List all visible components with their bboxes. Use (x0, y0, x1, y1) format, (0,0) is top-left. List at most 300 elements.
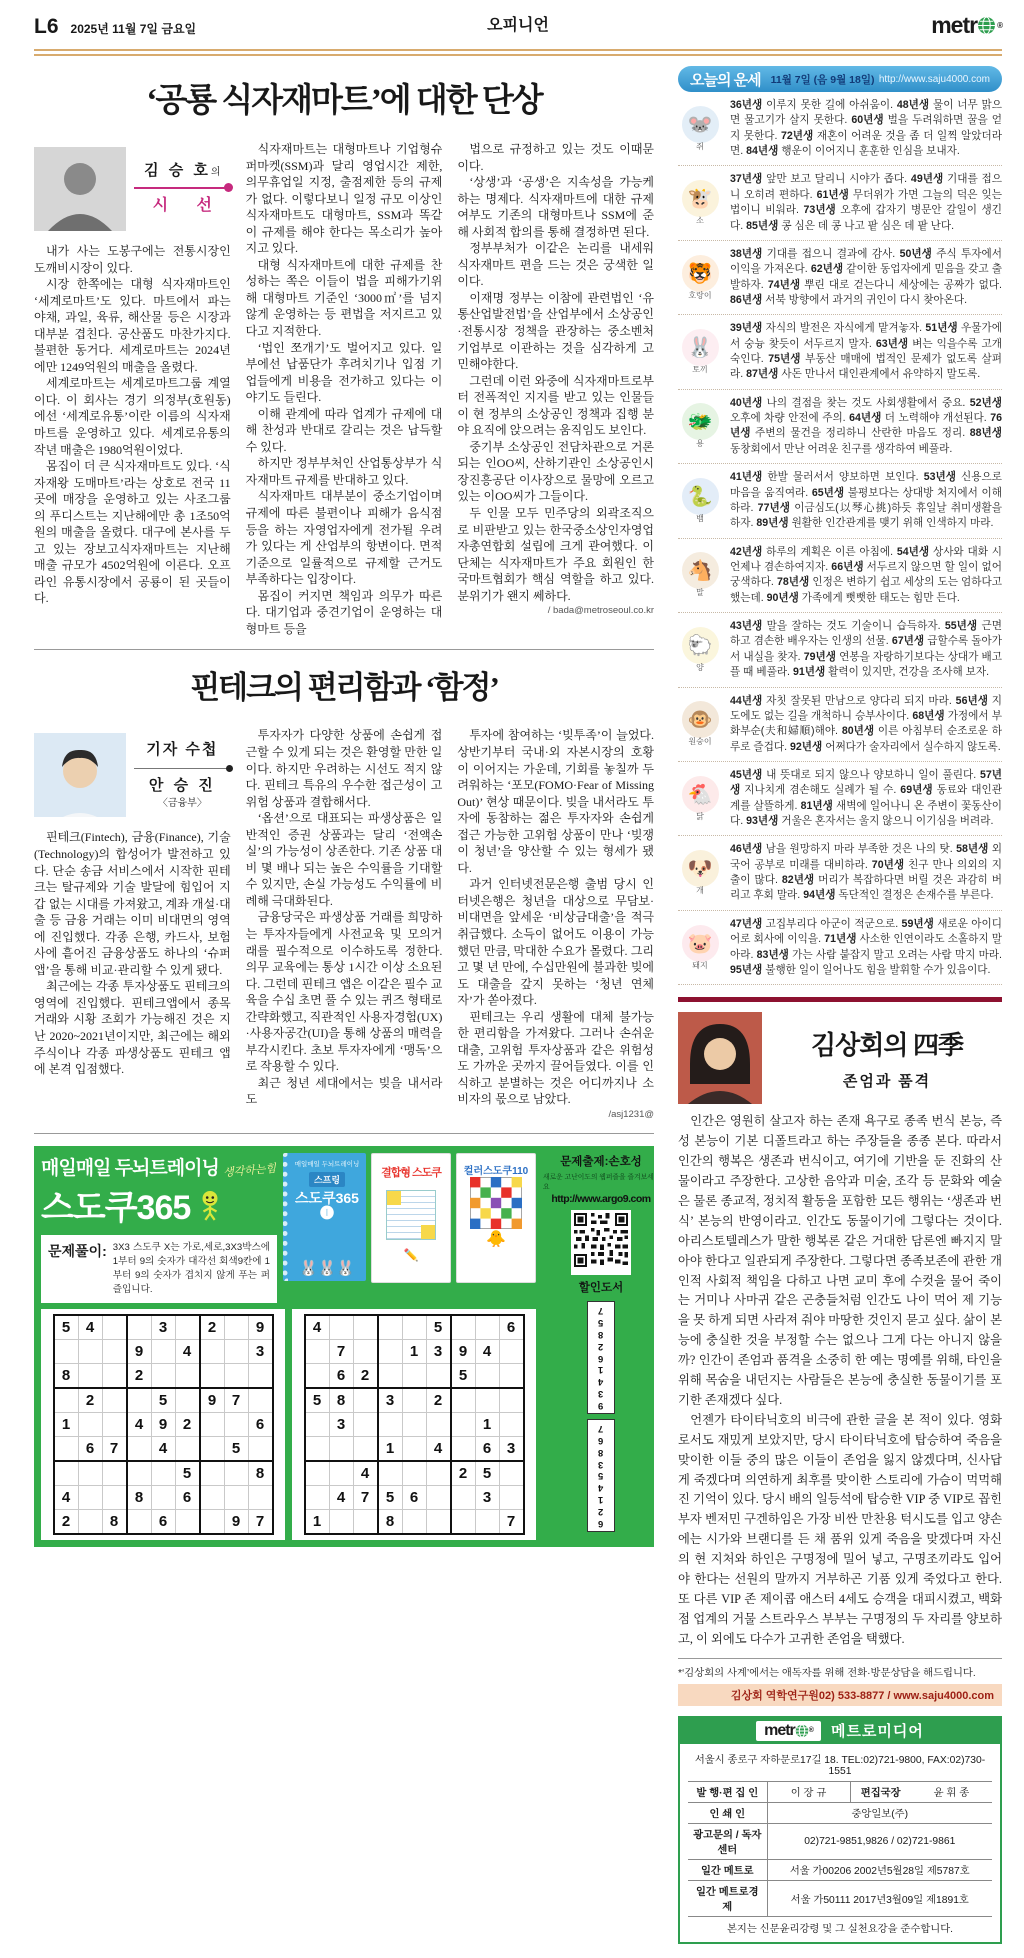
sudoku-cell[interactable] (305, 1363, 330, 1388)
series-divider (134, 187, 231, 189)
sudoku-cell[interactable] (248, 1363, 273, 1388)
sudoku-cell[interactable] (451, 1509, 476, 1534)
sudoku-cell[interactable]: 9 (151, 1412, 175, 1436)
sudoku-cell[interactable]: 2 (353, 1363, 378, 1388)
sudoku-cell[interactable] (329, 1315, 353, 1340)
sudoku-cell[interactable] (353, 1315, 378, 1340)
sudoku-cell[interactable]: 6 (78, 1436, 102, 1461)
sudoku-grid-1[interactable] (41, 1309, 285, 1540)
sudoku-cell[interactable] (127, 1388, 152, 1413)
sudoku-cell[interactable]: 2 (200, 1315, 225, 1340)
sudoku-cell[interactable]: 8 (102, 1509, 127, 1534)
paragraph: 그런데 이런 와중에 식자재마트로부터 전폭적인 지지를 받고 있는 인물들이 현 정부의 소상공인 정책과 집행 분야 요직에 앉으려는 움직임도 보인다. (457, 373, 655, 438)
sudoku-cell[interactable] (248, 1388, 273, 1413)
sudoku-cell[interactable]: 7 (329, 1339, 353, 1363)
sudoku-cell[interactable] (475, 1315, 499, 1340)
saju-section (678, 1012, 1002, 1705)
ad-headline: 매일매일 두뇌트레이닝 (41, 1158, 219, 1180)
publisher-name: 메트로미디어 (830, 1723, 924, 1741)
sudoku-cell[interactable]: 5 (305, 1388, 330, 1413)
qr-label: 할인도서 (578, 1282, 624, 1295)
paragraph: 몸집이 더 큰 식자재마트도 있다. ‘식자재왕 도매마트’라는 상호로 전국 11곳에 매장을 운영하고 있는 사조그룹의 푸디스트는 지난해에만 총 1조50억원의 매출을 올렸다. 대구에 본사를 두고 있는 장보고식자재마트는 지난해 매출 규모가 4502억원에 이른다. 오프라인 유통시장에서 공룡이 된 곳들이다. (34, 459, 231, 606)
sudoku-cell[interactable]: 5 (224, 1436, 248, 1461)
sudoku-cell[interactable] (499, 1363, 524, 1388)
publisher-row: 일간 메트로 서울 가00206 2002년5월28일 제5787호 (688, 1859, 992, 1880)
saju-body (678, 1112, 1002, 1649)
sudoku-cell[interactable]: 5 (54, 1315, 79, 1340)
paragraph: 정부부처가 이같은 논리를 내세워 식자재마트 편을 드는 것은 궁색한 일이다. (457, 241, 655, 289)
sudoku-cell[interactable] (200, 1509, 225, 1534)
fortune-text: 42년생 하루의 계획은 이른 아침에. 54년생 상사와 대화 시 언제나 겸손하여지자. 66년생 서두르지 않으면 할 일이 없어 궁색하다. 78년생 인정은 변하기 쉽고 세상의 도는 엄하다고 했는데. 90년생 가족에게 뻣뻣한 태도는 힘만 든다. (730, 545, 1002, 604)
sudoku-cell[interactable]: 6 (329, 1363, 353, 1388)
sudoku-cell[interactable]: 1 (378, 1436, 403, 1461)
cover-title: 컬러스도쿠110 (463, 1166, 529, 1178)
sudoku-ad (34, 1146, 654, 1547)
paragraph: ‘법인 쪼개기’도 벌어지고 있다. 일부에선 납품단가 후려치기나 입점 기업들에게 비용을 전가하고 있다는 이야기도 들린다. (245, 340, 443, 405)
ad-side-panel (543, 1153, 659, 1540)
sudoku-cell[interactable] (426, 1461, 451, 1486)
answer-strips (587, 1301, 614, 1532)
sudoku-cell[interactable]: 7 (499, 1509, 524, 1534)
sudoku-cell[interactable] (200, 1436, 225, 1461)
publisher-row: 발 행·편 집 인 이 장 규 편집국장 윤 휘 종 (688, 1781, 992, 1802)
paragraph: 몸집이 커지면 책임과 의무가 따른다. 대기업과 중견기업이 운영하는 대형마트 등을 (245, 588, 443, 636)
sudoku-cell[interactable] (200, 1412, 225, 1436)
sudoku-cell[interactable]: 5 (151, 1388, 175, 1413)
sudoku-cell[interactable] (102, 1485, 127, 1509)
pencil-icon: ✏️ (403, 1248, 419, 1263)
sudoku-cell[interactable] (402, 1509, 426, 1534)
sudoku-cell[interactable]: 2 (54, 1509, 79, 1534)
cover-tagline: 매일매일 두뇌트레이닝 (294, 1161, 360, 1169)
sudoku-cell[interactable] (200, 1339, 225, 1363)
sudoku-cell[interactable]: 3 (329, 1412, 353, 1436)
sudoku-grid-2[interactable] (292, 1309, 536, 1540)
sudoku-cell[interactable]: 4 (353, 1461, 378, 1486)
fortune-text: 38년생 기대를 접으니 결과에 감사. 50년생 주식 투자에서 이익을 가져온다. 62년생 같이한 동업자에게 믿음을 갖고 출발하자. 74년생 뿌린 대로 걷는다니 세상에는 공짜가 없다. 86년생 서북 방향에서 과거의 귀인이 다시 찾아온다. (730, 247, 1002, 306)
zodiac-말-icon: 🐴 말 (678, 552, 722, 598)
sudoku-cell[interactable]: 8 (54, 1363, 79, 1388)
sudoku-cell[interactable] (102, 1363, 127, 1388)
left-column (34, 66, 654, 1944)
paragraph: 두 인물 모두 민주당의 외곽조직으로 비판받고 있는 한국중소상인자영업자총연합회 설립에 크게 관여했다. 이 단체는 식자재마트가 주요 회원인 한국마트협회가 핵심 역할을 하고 있다. 분위기가 왠지 쎄하다. (457, 506, 655, 603)
sudoku-cell[interactable]: 9 (224, 1509, 248, 1534)
sudoku-cell[interactable] (175, 1315, 200, 1340)
sudoku-cell[interactable] (102, 1339, 127, 1363)
sudoku-cell[interactable] (127, 1315, 152, 1340)
saju-note: *‘김상회의 사계’에서는 애독자를 위해 전화·방문상담을 해드립니다. (678, 1658, 1002, 1679)
article-2-credit: /asj1231@ (608, 1108, 655, 1120)
sudoku-cell[interactable] (54, 1436, 79, 1461)
fortune-row (678, 688, 1002, 762)
article-1-col-1 (34, 141, 231, 637)
paragraph: 인간은 영원히 살고자 하는 존재 욕구로 종족 번식 본능, 즉 성 본능이 기본 디폴트라고 하는 주장들을 종종 본다. 따라서 인간의 행복은 생존과 번식이고, 여기에 기반을 둔 진화의 산물이라고 주장한다. 고상한 음악과 미술, 조각 등 문화와 예술은 물론 종교적, 정치적 활동을 포함한 모든 행위는 ‘생존과 번식’ 본능의 반영이라고. 인간도 동물이기에 그렇다는 것이다. 아리스토텔레스가 말한 행복론 같은 거대한 담론엔 빠지지 말아야 한다고 일관되게 주장한다. 그렇다면 종족보존에 관한 개인적 사회적 책임을 다하고 나면 교미 후에 수컷을 물어 죽이는 거미나 사마귀 같은 곤충들처럼 인간도 나이 먹어 제 기능을 못 하게 되면 사라져 줘야 마땅한 것인지 묻고 싶다. 삶이 본능에 충실한 것을 부정할 수는 없으나 그게 다는 아니지 않을까? 인간이 존엄과 품격을 소중히 한 예는 명예를 위해, 타인을 위해 목숨을 내던지는 사람들은 본능에 충실한 동물이기를 포기한 존재겠다 싶다. (678, 1114, 1002, 1407)
sudoku-cell[interactable] (175, 1509, 200, 1534)
sudoku-cell[interactable] (305, 1461, 330, 1486)
paragraph: 세계로마트는 세계로마트그룹 계열이다. 이 회사는 경기 의정부(호원동)에선 ‘세계로유통’이란 이름의 식자재마트를 운영하고 있다. 세계로유통의 작년 매출은 1980억원이었다. (34, 376, 231, 457)
sudoku-cell[interactable] (151, 1339, 175, 1363)
sudoku-cell[interactable] (499, 1461, 524, 1486)
fortune-header-bar (678, 66, 1002, 92)
sudoku-cell[interactable] (402, 1461, 426, 1486)
sudoku-cell[interactable] (151, 1461, 175, 1486)
saju-subtitle: 존엄과 품격 (842, 1074, 932, 1091)
fortune-title: 오늘의 운세 (690, 71, 761, 89)
book-cover-color-sudoku (456, 1153, 536, 1283)
sudoku-cell[interactable] (353, 1388, 378, 1413)
qr-code (571, 1210, 631, 1275)
sudoku-cell[interactable] (175, 1363, 200, 1388)
sudoku-cell[interactable]: 5 (175, 1461, 200, 1486)
sudoku-cell[interactable]: 9 (451, 1339, 476, 1363)
sudoku-cell[interactable] (475, 1509, 499, 1534)
rabbit-mascots: 🐰🐰🐰 (298, 1260, 356, 1278)
sudoku-cell[interactable] (378, 1339, 403, 1363)
fortune-url-link[interactable]: http://www.saju4000.com (878, 73, 990, 85)
author-photo (34, 147, 126, 231)
sudoku-cell[interactable] (305, 1485, 330, 1509)
fortune-row (678, 166, 1002, 240)
sudoku-cell[interactable] (402, 1436, 426, 1461)
divider (34, 1133, 654, 1134)
sudoku-cell[interactable]: 4 (329, 1485, 353, 1509)
fortune-row (678, 613, 1002, 687)
paragraph: 과거 인터넷전문은행 출범 당시 인터넷은행은 청년을 대상으로 무담보·비대면을 앞세운 ‘비상금대출’을 적극 취급했다. 소득이 없어도 이용이 가능했던 만큼, 막대한 수요가 몰렸다. 그리고 몇 년 만에, 수십만원에 불과한 빚에도 대출을 갚지 못하는 ‘청년 연체자’가 쏟아졌다. (457, 877, 655, 1008)
sudoku-cell[interactable] (499, 1388, 524, 1413)
article-1 (34, 74, 654, 637)
paragraph: 이재명 정부는 이참에 관련법인 ‘유통산업발전법’을 산업부에서 소상공인·전통시장 정책을 관장하는 중소벤처기업부로 이관하는 것을 심각하게 고민해야한다. (457, 290, 655, 372)
sudoku-cell[interactable]: 6 (175, 1485, 200, 1509)
sudoku-cell[interactable] (402, 1363, 426, 1388)
zodiac-쥐-icon: 🐭 쥐 (678, 106, 722, 152)
sudoku-cell[interactable]: 8 (248, 1461, 273, 1486)
article-2-author-box (34, 733, 231, 817)
sudoku-cell[interactable]: 9 (200, 1388, 225, 1413)
zodiac-원숭이-icon: 🐵 원숭이 (678, 701, 722, 747)
paragraph: 중기부 소상공인 전담차관으로 거론되는 인OO씨, 산하기관인 소상공인시장진흥공단 이사장으로 물망에 오르고 있는 이OO씨가 그들이다. (457, 439, 655, 504)
sudoku-cell[interactable] (151, 1485, 175, 1509)
paragraph: 금융당국은 파생상품 거래를 희망하는 투자자들에게 사전교육 및 모의거래를 필수적으로 이수하도록 정한다. 의무 교육에는 통상 1시간 이상 소요된다. 그런데 핀테크 앱은 이같은 필수 교육을 수십 초면 풀 수 있는 퀴즈 형태로 간략화했고, 직관적인 사용자경험(UX)·사용자공간(UI)을 통해 상품의 매력을 부각시킨다. 초보 투자자에게 ‘맹독’으로 작용할 수 있다. (245, 910, 443, 1074)
sudoku-cell[interactable] (402, 1412, 426, 1436)
fortune-text: 39년생 자식의 발전은 자식에게 맡겨놓자. 51년생 우물가에서 숭늉 찾듯이 서두르지 말자. 63년생 벼는 익을수록 고개 숙인다. 75년생 부동산 매매에 법적인 문제가 없도록 살펴라. 87년생 사돈 만나서 대인관계에서 유약하지 말도록. (730, 322, 1003, 381)
publisher-row: 광고문의 / 독자센터 02)721-9851,9826 / 02)721-9861 (688, 1823, 992, 1859)
globe-icon (977, 16, 996, 35)
sudoku-cell[interactable] (102, 1461, 127, 1486)
cover-grid-art (386, 1190, 436, 1240)
mascot-icon (196, 1188, 224, 1222)
sudoku-cell[interactable] (151, 1363, 175, 1388)
sudoku-cell[interactable] (329, 1461, 353, 1486)
masthead-rule (34, 49, 1002, 56)
sudoku-cell[interactable] (102, 1388, 127, 1413)
sudoku-cell[interactable] (102, 1315, 127, 1340)
sudoku-cell[interactable] (378, 1461, 403, 1486)
sudoku-cell[interactable] (224, 1485, 248, 1509)
fortune-text: 36년생 이루지 못한 길에 아쉬움이. 48년생 물이 너무 맑으면 물고기가 살지 못한다. 60년생 벌을 두려워하면 꿀을 얻지 못한다. 72년생 재혼이 어려운 것을 좀 더 일찍 알았더라면. 84년생 행운이 이어지니 훈훈한 인심을 보내자. (730, 99, 1002, 158)
sudoku-cell[interactable] (224, 1363, 248, 1388)
sudoku-cell[interactable] (426, 1363, 451, 1388)
sudoku-cell[interactable]: 2 (127, 1363, 152, 1388)
fortune-text: 45년생 내 뜻대로 되지 않으나 양보하니 일이 풀린다. 57년생 지나치게 겸손해도 실례가 될 수. 69년생 동료와 대인관계를 살뜰하게. 81년생 새벽에 일어나니 온 주변이 꽃동산이다. 93년생 거울은 혼자서는 울지 않으니 이기심을 버려라. (730, 768, 1003, 828)
puzzle-author: 문제출제:손호성 (560, 1156, 642, 1169)
sudoku-cell[interactable]: 3 (378, 1388, 403, 1413)
sudoku-cell[interactable]: 4 (78, 1315, 102, 1340)
saju-contact-link[interactable]: 김상회 역학연구원02) 533-8877 / www.saju4000.com (678, 1684, 1002, 1706)
sudoku-cell[interactable]: 4 (151, 1436, 175, 1461)
author-photo (34, 733, 126, 817)
paragraph: 최근 청년 세대에서는 빚을 내서라도 (245, 1075, 443, 1107)
cover-title: 스프링 (309, 1172, 345, 1187)
fortune-row (678, 241, 1002, 315)
author-name: 김 승 호의 (144, 161, 221, 179)
sudoku-cell[interactable] (102, 1412, 127, 1436)
paragraph: 이해 관계에 따라 업계가 규제에 대해 찬성과 반대로 갈리는 것은 납득할 수 있다. (245, 406, 443, 454)
fortune-row (678, 911, 1002, 985)
sudoku-cell[interactable]: 9 (248, 1315, 273, 1340)
publisher-table (688, 1781, 992, 1916)
metro-logo (931, 12, 1002, 39)
series-divider (134, 768, 231, 769)
ad-instructions (41, 1235, 277, 1303)
sudoku-cell[interactable] (499, 1485, 524, 1509)
sudoku-cell[interactable]: 4 (127, 1412, 152, 1436)
publisher-info-box (678, 1716, 1002, 1945)
sudoku-cell[interactable]: 6 (248, 1412, 273, 1436)
puzzle-author-sub: 새로운 고난이도의 웹퍼즐을 즐겨보세요 (543, 1174, 654, 1192)
paragraph: ‘옵션’으로 대표되는 파생상품은 일반적인 증권 상품과는 달리 ‘전액손실’의 가능성이 상존한다. 기존 상품 대비 몇 배나 되는 높은 수익률을 기대할 수 있지만, 손실 가능성도 수익률에 비례해 극대화된다. (245, 811, 443, 908)
sudoku-cell[interactable] (78, 1485, 102, 1509)
sudoku-cell[interactable] (127, 1461, 152, 1486)
paragraph: 언젠가 타이타닉호의 비극에 관한 글을 본 적이 있다. 영화로서도 재밌게 보았지만, 당시 타이타닉호에 탑승하여 죽음을 맞이한 이들 중의 많은 이들이 존엄을 잃지 않겠다며, 신사답게 죽겠다며 의연하게 최후를 맞이한 스토리에 가슴이 먹먹해진 기억이 있다. 당시 배의 일등석에 탑승한 VIP 중 VIP로 꼽힌 부자 벤저민 구겐하임은 가장 비싼 만찬용 턱시도를 입고 양손에는 시가와 브랜디를 든 채 품위 있게 죽음을 맞겠다며 자신의 현 지처와 하인은 구명정에 밀어 넣고, 구명조끼라도 입어야 한다는 선원의 말까지 거부하곤 기품 있게 죽었다고 한다. 또 다른 VIP 존 제이콥 애스터 4세도 승객을 대피시켰고, 백화점 업계의 거물 스트라우스 부부는 구명정의 두 자리를 양보하고, 이 외에도 다수가 고귀한 존엄을 택했다. (678, 1412, 1002, 1646)
sudoku-cell[interactable]: 6 (402, 1485, 426, 1509)
metro-logo-text: metr (931, 12, 978, 38)
answer-strip-2: 7 6 8 3 5 4 1 2 6 (587, 1419, 614, 1532)
publisher-row: 인 쇄 인 중앙일보(주) (688, 1802, 992, 1823)
sudoku-cell[interactable] (200, 1485, 225, 1509)
zodiac-닭-icon: 🐔 닭 (678, 776, 722, 822)
sudoku-cell[interactable] (78, 1412, 102, 1436)
fortune-row (678, 464, 1002, 538)
paragraph: 핀테크(Fintech), 금융(Finance), 기술(Technology)의 합성어가 발전하고 있다. 단순 송금 서비스에서 시작한 핀테크는 탈규제와 기술 발달에 힘입어 지갑 없는 시대를 가져왔고, 계좌 개설·대출 등 금융 거래는 이미 비대면의 영역에 진입했다. 각종 은행, 카드사, 보험사에 흩어진 금융상품도 하나의 ‘슈퍼 앱’을 통해 비교·관리할 수 있게 됐다. (34, 830, 231, 977)
zodiac-뱀-icon: 🐍 뱀 (678, 478, 722, 524)
publisher-footer: 본지는 신문윤리강령 및 그 실천요강을 준수합니다. (688, 1916, 992, 1937)
ad-product-name: 스도쿠365 (41, 1180, 277, 1229)
sudoku-cell[interactable]: 3 (499, 1436, 524, 1461)
sudoku-cell[interactable]: 7 (224, 1388, 248, 1413)
fortune-text: 40년생 나의 결점을 찾는 것도 사회생활에서 중요. 52년생 오후에 차량 안전에 주의. 64년생 더 노력해야 개선된다. 76년생 주변의 물건을 정리하니 산란한 마음도 정리. 88년생 동창회에서 만난 어려운 친구를 생각하여 베풀라. (730, 396, 1002, 455)
article-1-author-box (34, 147, 231, 231)
sudoku-cell[interactable]: 9 (127, 1339, 152, 1363)
sudoku-cell[interactable] (224, 1461, 248, 1486)
sudoku-cell[interactable] (475, 1388, 499, 1413)
sudoku-cell[interactable] (224, 1412, 248, 1436)
sudoku-cell[interactable] (248, 1485, 273, 1509)
author-suffix: 의 (210, 166, 221, 178)
sudoku-cell[interactable] (248, 1436, 273, 1461)
sudoku-cell[interactable]: 2 (78, 1388, 102, 1413)
paragraph: 핀테크는 우리 생활에 대체 불가능한 편리함을 가져왔다. 그러나 손쉬운 대출, 고위험 투자상품과 같은 위험성도 가까운 곳까지 끌어들였다. 이를 인식하고 분별하는 것은 어디까지나 소비자의 몫으로 남았다. (457, 1009, 655, 1107)
sudoku-cell[interactable] (402, 1315, 426, 1340)
sudoku-cell[interactable] (305, 1339, 330, 1363)
ad-url-link[interactable]: http://www.argo9.com (551, 1193, 651, 1206)
section-title: 오피니언 (487, 17, 549, 34)
paragraph: 내가 사는 도봉구에는 전통시장인 도깨비시장이 있다. (34, 244, 231, 275)
sudoku-cell[interactable] (378, 1315, 403, 1340)
sudoku-cell[interactable] (54, 1339, 79, 1363)
paragraph: 식자재마트 대부분이 중소기업이며 규제에 따른 불편이나 피해가 음식점 등을 하는 자영업자에게 전가될 우려가 있다는 게 산업부의 항변이다. 면적 기준으로 일률적으로 규제할 근거도 부족하다는 입장이다. (245, 489, 443, 587)
paragraph: 투자자가 다양한 상품에 손쉽게 접근할 수 있게 되는 것은 환영할 만한 일이다. 하지만 우려하는 시선도 적지 않다. 핀테크 특유의 우수한 접근성이 고위험 상품과 결합해서다. (245, 728, 443, 809)
sudoku-cell[interactable]: 2 (175, 1412, 200, 1436)
sudoku-cell[interactable]: 3 (475, 1485, 499, 1509)
sudoku-cell[interactable]: 3 (426, 1339, 451, 1363)
zodiac-토끼-icon: 🐰 토끼 (678, 329, 722, 375)
sudoku-cell[interactable] (426, 1485, 451, 1509)
series-label: 시 선 (152, 197, 225, 215)
paragraph: 대형 식자재마트에 대한 규제를 찬성하는 쪽은 이들이 법을 피해가기위해 대형마트 기준인 ‘3000㎡’를 넘지 않게 운영하는 등 편법을 저지르고 있다고 지적한다. (245, 257, 443, 339)
sudoku-cell[interactable]: 6 (151, 1509, 175, 1534)
answer-strip-1: 7 5 8 2 6 1 4 3 9 (587, 1301, 614, 1414)
right-column (678, 66, 1002, 1944)
sudoku-cell[interactable] (224, 1339, 248, 1363)
sudoku-cell[interactable] (78, 1339, 102, 1363)
sudoku-cell[interactable] (378, 1363, 403, 1388)
color-grid-art (470, 1177, 522, 1229)
masthead (34, 12, 1002, 46)
sudoku-cell[interactable] (329, 1436, 353, 1461)
fortune-date: 11월 7일 (음 9월 18일) (770, 73, 875, 86)
sudoku-cell[interactable]: 5 (378, 1485, 403, 1509)
fortune-row (678, 539, 1002, 613)
paragraph: 시장 한쪽에는 대형 식자재마트인 ‘세계로마트’도 있다. 마트에서 파는 야채, 과일, 육류, 해산물 등은 시장과 대부분 겹친다. 공산품도 마찬가지다. 불편한 동거다. 세계로마트는 2024년에만 1249억원의 매출을 올렸다. (34, 277, 231, 374)
sudoku-cell[interactable] (224, 1315, 248, 1340)
sudoku-cell[interactable]: 6 (475, 1436, 499, 1461)
article-1-col-2 (246, 141, 443, 637)
sudoku-cell[interactable] (426, 1509, 451, 1534)
author-name: 안 승 진 (148, 776, 216, 794)
publisher-row: 일간 메트로경제 서울 가50111 2017년3월09일 제1891호 (688, 1880, 992, 1916)
sudoku-cell[interactable] (127, 1509, 152, 1534)
sudoku-cell[interactable] (78, 1509, 102, 1534)
sudoku-cell[interactable]: 1 (54, 1412, 79, 1436)
fortune-list (678, 92, 1002, 985)
article-1-title: ‘공룡 식자재마트’에 대한 단상 (146, 83, 542, 119)
zodiac-소-icon: 🐮 소 (678, 180, 722, 226)
sudoku-cell[interactable] (54, 1388, 79, 1413)
publisher-address: 서울시 종로구 자하문로17길 18. TEL:02)721-9800, FAX:02)730-1551 (694, 1754, 986, 1777)
paragraph: 하지만 정부부처인 산업통상부가 식자재마트 규제를 반대하고 있다. (245, 456, 443, 487)
sudoku-cell[interactable]: 6 (499, 1315, 524, 1340)
paragraph: 식자재마트는 대형마트나 기업형슈퍼마켓(SSM)과 달리 영업시간 제한, 의무휴업일 지정, 출점제한 등의 규제가 없다. 이렇다보니 일정 규모 이상인 식자재마트도 대형마트, SSM과 똑같이 규제를 해야 한다는 목소리가 높아지고 있다. (245, 142, 443, 256)
sudoku-cell[interactable]: 1 (305, 1509, 330, 1534)
sudoku-cell[interactable]: 4 (475, 1339, 499, 1363)
sudoku-cell[interactable] (353, 1412, 378, 1436)
sudoku-cell[interactable] (451, 1388, 476, 1413)
sudoku-cell[interactable] (78, 1363, 102, 1388)
sudoku-cell[interactable] (175, 1436, 200, 1461)
sudoku-cell[interactable]: 7 (353, 1485, 378, 1509)
columnist-photo (678, 1012, 762, 1104)
sudoku-cell[interactable] (305, 1436, 330, 1461)
cover-title: 결합형 스도쿠 (381, 1167, 441, 1180)
sudoku-cell[interactable]: 4 (426, 1436, 451, 1461)
sudoku-cell[interactable]: 8 (127, 1485, 152, 1509)
sudoku-cell[interactable]: 8 (329, 1388, 353, 1413)
sudoku-cell[interactable] (54, 1461, 79, 1486)
fortune-section (678, 66, 1002, 985)
sudoku-cell[interactable]: 2 (426, 1388, 451, 1413)
sudoku-cell[interactable] (305, 1412, 330, 1436)
sudoku-cell[interactable] (402, 1388, 426, 1413)
sudoku-cell[interactable] (451, 1412, 476, 1436)
paragraph: ‘상생’과 ‘공생’은 지속성을 가능케하는 명제다. 식자재마트에 대한 규제 여부도 기존의 대형마트나 SSM에 준해 사회적 합의를 통해 결정하면 된다. (457, 175, 655, 239)
article-2-title: 핀테크의 편리함과 ‘함정’ (190, 670, 498, 706)
sudoku-cell[interactable] (451, 1436, 476, 1461)
paragraph: 투자에 참여하는 ‘빚투족’이 늘었다. 상반기부터 국내·외 자본시장의 호황이 이어지는 가운데, 기회를 놓칠까 두려워하는 ‘포모(FOMO·Fear of Missing Out)’ 현상 때문이다. 빚을 내서라도 투자에 동참하는 젊은 투자자와 손쉽게 접근 가능한 고위험 상품이 만나 ‘빚쟁이 청년’을 양산할 수 있는 형세가 됐다. (457, 728, 655, 875)
fortune-text: 41년생 한발 물러서서 양보하면 보인다. 53년생 신용으로 마음을 움직여라. 65년생 불평보다는 상대방 처지에서 이해하라. 77년생 이금심도(以琴心挑)하듯 휴일날 취미생활을 하자. 89년생 원활한 인간관계를 맺기 위해 인색하지 마라. (730, 471, 1002, 530)
fortune-text: 37년생 앞만 보고 달리니 시야가 좁다. 49년생 기대를 접으니 오히려 편하다. 61년생 무더위가 가면 그늘의 덕은 잊는 법이니 비워라. 73년생 오후에 갑자기 병문안 갈일이 생긴다. 85년생 콩 심은 데 콩 나고 팥 심은 데 팥 난다. (730, 173, 1002, 232)
sudoku-cell[interactable]: 4 (305, 1315, 330, 1340)
sudoku-cell[interactable] (426, 1412, 451, 1436)
article-2-col-3 (457, 727, 654, 1121)
author-dept: 〈금융부〉 (157, 798, 207, 810)
sudoku-cell[interactable] (78, 1461, 102, 1486)
sudoku-cell[interactable] (499, 1412, 524, 1436)
sudoku-cell[interactable] (475, 1363, 499, 1388)
fortune-row (678, 762, 1002, 836)
sudoku-cell[interactable]: 8 (378, 1509, 403, 1534)
sudoku-cell[interactable]: 4 (175, 1339, 200, 1363)
sudoku-cell[interactable]: 1 (402, 1339, 426, 1363)
zodiac-양-icon: 🐑 양 (678, 627, 722, 673)
sudoku-cell[interactable]: 5 (475, 1461, 499, 1486)
article-2 (34, 662, 654, 1121)
sudoku-cell[interactable] (499, 1339, 524, 1363)
sudoku-cell[interactable] (127, 1436, 152, 1461)
saju-top-rule (678, 997, 1002, 1002)
sudoku-cell[interactable] (451, 1485, 476, 1509)
fortune-row (678, 92, 1002, 166)
sudoku-cell[interactable] (353, 1436, 378, 1461)
issue-date: 2025년 11월 7일 금요일 (70, 22, 197, 36)
sudoku-cell[interactable]: 7 (248, 1509, 273, 1534)
sudoku-cell[interactable]: 7 (102, 1436, 127, 1461)
sudoku-cell[interactable]: 4 (54, 1485, 79, 1509)
sudoku-cell[interactable] (353, 1509, 378, 1534)
instructions-text: 3X3 스도쿠 X는 가로,세로,3X3박스에 1부터 9의 숫자가 대각선 회색9칸에 1부터 9의 숫자가 겹치지 않게 푸는 퍼즐입니다. (112, 1242, 270, 1295)
chick-mascot: 🐥 (486, 1231, 506, 1249)
sudoku-cell[interactable]: 3 (248, 1339, 273, 1363)
sudoku-cell[interactable]: 3 (151, 1315, 175, 1340)
sudoku-cell[interactable] (175, 1388, 200, 1413)
fortune-text: 43년생 말을 잘하는 것도 기술이니 습득하자. 55년생 근면하고 겸손한 배우자는 인생의 선물. 67년생 급할수록 돌아가서 내실을 찾자. 79년생 연봉을 자랑하기보다는 상대가 배고플 때 베풀라. 91년생 활력이 있지만, 건강을 조사해 보자. (730, 620, 1002, 679)
sudoku-cell[interactable]: 5 (451, 1363, 476, 1388)
sudoku-cell[interactable] (200, 1363, 225, 1388)
fortune-row (678, 390, 1002, 464)
sudoku-cell[interactable] (353, 1339, 378, 1363)
divider (34, 649, 654, 650)
sudoku-cell[interactable]: 5 (426, 1315, 451, 1340)
sudoku-cell[interactable] (329, 1509, 353, 1534)
sudoku-cell[interactable] (451, 1315, 476, 1340)
sudoku-cell[interactable]: 1 (475, 1412, 499, 1436)
sudoku-cell[interactable]: 2 (451, 1461, 476, 1486)
book-cover-spring-sudoku (283, 1153, 366, 1281)
sudoku-cell[interactable] (378, 1412, 403, 1436)
article-2-col-1 (34, 727, 231, 1121)
sudoku-cell[interactable] (200, 1461, 225, 1486)
metro-logo: metr ® (756, 1721, 821, 1741)
book-covers (283, 1153, 536, 1303)
